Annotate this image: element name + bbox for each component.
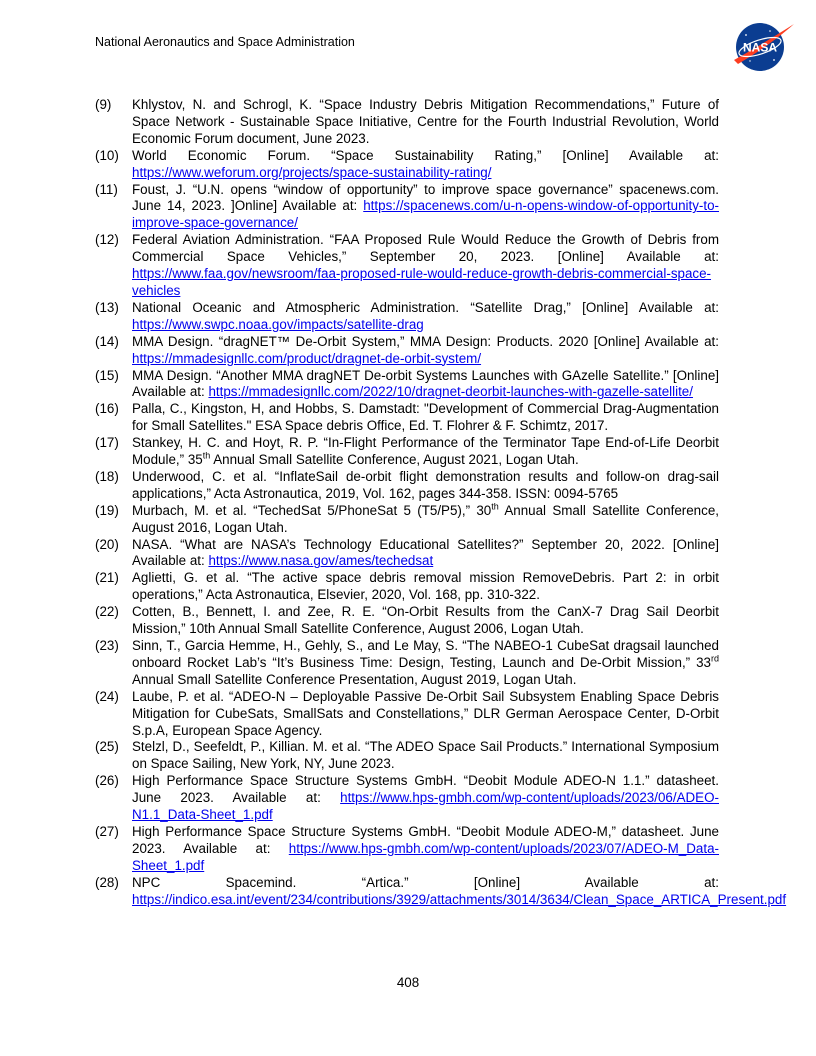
reference-item [95,368,719,402]
reference-text [132,368,719,402]
reference-text-segment: Sinn, T., Garcia Hemme, H., Gehly, S., and Le May, S. “The NABEO-1 CubeSat dragsail launched onboard Rocket Lab’s “It’s Business Time: Design, Testing, Launch and De-Orbit Mission,” 33 [132,638,719,670]
reference-text-segment: Stelzl, D., Seefeldt, P., Killian. M. et al. “The ADEO Space Sail Products.” International Symposium on Space Sailing, New York, NY, June 2023. [132,739,719,772]
reference-list [95,97,787,909]
reference-text-segment: Aglietti, G. et al. “The active space debris removal mission RemoveDebris. Part 2: in orbit operations,” Acta Astronautica, Elsevier, 2020, Vol. 168, pp. 310-322. [132,570,719,603]
reference-text [132,334,719,368]
ordinal-superscript: rd [710,653,719,664]
reference-item [95,773,719,824]
reference-item [95,232,719,300]
reference-item [95,334,719,368]
reference-text [132,148,719,182]
reference-text-segment: Cotten, B., Bennett, I. and Zee, R. E. “On-Orbit Results from the CanX-7 Drag Sail Deorbit Mission,” 10th Annual Small Satellite Conference, August 2006, Logan Utah. [132,604,719,637]
reference-text [132,97,719,148]
reference-number: (24) [95,688,119,704]
reference-text-segment: High Performance Space Structure Systems GmbH. “Deobit Module ADEO-M,” datasheet. June 2023. Available at: [132,823,719,856]
reference-text-segment: Annual Small Satellite Conference, August 2021, Logan Utah. [210,452,579,468]
org-name: National Aeronautics and Space Administration [95,35,355,49]
reference-link[interactable]: https://mmadesignllc.com/product/dragnet-de-orbit-system/ [132,350,482,366]
reference-number: (9) [95,97,112,112]
reference-item [95,97,719,148]
reference-text [132,232,719,300]
reference-item [95,638,719,689]
reference-number: (12) [95,232,119,248]
page-number: 408 [396,975,420,990]
reference-text [132,537,719,571]
reference-text-segment: Palla, C., Kingston, H, and Hobbs, S. Damstadt: "Development of Commercial Drag-Augmentation for Small Satellites." ESA Space debris Office, Ed. T. Flohrer & F. Schimtz, 2017. [132,401,719,434]
reference-text-segment: Laube, P. et al. “ADEO-N – Deployable Passive De-Orbit Sail Subsystem Enabling Space Debris Mitigation for CubeSats, SmallSats and Constellations,” DLR German Aerospace Center, D-Orbit S.p.A, European Space Agency. [132,688,719,738]
reference-number: (23) [95,638,119,653]
reference-number: (15) [95,367,119,383]
reference-link[interactable]: https://www.weforum.org/projects/space-sustainability-rating/ [132,164,492,180]
reference-text [132,469,719,503]
reference-item [95,182,719,233]
nasa-logo [730,20,796,74]
reference-item [95,148,719,182]
reference-item [95,824,719,875]
reference-number: (21) [95,570,119,586]
reference-text-segment: MMA Design. “dragNET™ De-Orbit System,” MMA Design: Products. 2020 [Online] Available at: [132,333,719,349]
reference-number: (19) [95,502,119,518]
reference-text-segment: National Oceanic and Atmospheric Administration. “Satellite Drag,” [Online] Available at: [132,299,719,315]
reference-item [95,435,719,469]
reference-number: (27) [95,823,119,839]
reference-link[interactable]: https://mmadesignllc.com/2022/10/dragnet-deorbit-launches-with-gazelle-satellite/ [208,384,693,400]
reference-number: (25) [95,739,119,755]
ordinal-superscript: th [202,450,211,461]
reference-text [132,689,719,740]
reference-text [132,182,719,233]
reference-link[interactable]: https://www.faa.gov/newsroom/faa-proposed-rule-would-reduce-growth-debris-commercial-space-vehicles [132,266,712,298]
reference-item [95,739,719,773]
reference-link[interactable]: https://www.hps-gmbh.com/wp-content/uploads/2023/06/ADEO-N1.1_Data-Sheet_1.pdf [132,790,719,823]
reference-item [95,300,719,334]
reference-text [132,503,719,537]
reference-link[interactable]: https://www.hps-gmbh.com/wp-content/uploads/2023/07/ADEO-M_Data-Sheet_1.pdf [132,840,719,873]
reference-item [95,503,719,537]
reference-number: (11) [95,181,118,197]
reference-text-segment: Federal Aviation Administration. “FAA Proposed Rule Would Reduce the Growth of Debris from Commercial Space Vehicles,” September 20, 2023. [Online] Available at: [132,232,719,265]
reference-text [132,570,719,604]
reference-text-segment: NPC Spacemind. “Artica.” [Online] Available at: [132,874,719,890]
reference-text [132,638,719,689]
reference-number: (20) [95,536,119,552]
reference-item [95,604,719,638]
reference-link[interactable]: https://www.swpc.noaa.gov/impacts/satellite-drag [132,316,424,332]
reference-link[interactable]: https://www.nasa.gov/ames/techedsat [208,553,434,569]
reference-number: (28) [95,874,119,890]
reference-text-segment: Stankey, H. C. and Hoyt, R. P. “In-Flight Performance of the Terminator Tape End-of-Life Deorbit Module,” 35 [132,435,719,468]
reference-number: (18) [95,468,119,484]
reference-text-segment: MMA Design. “Another MMA dragNET De-orbit Systems Launches with GAzelle Satellite.” [Online] Available at: [132,367,719,400]
logo-text: NASA [742,40,778,55]
reference-text-segment: NASA. “What are NASA’s Technology Educational Satellites?” September 20, 2022. [Online] Available at: [132,536,719,569]
reference-number: (17) [95,435,119,451]
reference-number: (10) [95,147,119,163]
ordinal-superscript: th [491,501,499,512]
reference-text [132,773,719,824]
reference-text-segment: Khlystov, N. and Schrogl, K. “Space Industry Debris Mitigation Recommendations,” Future of Space Network - Sustainable Space Initiative, Centre for the Fourth Industrial Revolution, World Economic Forum document, June 2023. [132,97,719,146]
reference-item [95,570,719,604]
reference-link[interactable]: https://spacenews.com/u-n-opens-window-of-opportunity-to-improve-space-governance/ [132,198,719,231]
reference-number: (14) [95,333,119,349]
reference-text [132,435,719,469]
reference-text [132,604,719,638]
reference-item [95,469,719,503]
reference-item [95,537,719,571]
reference-text [132,874,787,909]
reference-text-segment: Foust, J. “U.N. opens “window of opportunity” to improve space governance” spacenews.com. June 14, 2023. ]Online] Available at: [132,181,719,214]
reference-text [132,300,719,334]
reference-text [132,739,719,773]
reference-text [132,824,719,875]
reference-text-segment: Underwood, C. et al. “InflateSail de-orbit flight demonstration results and follow-on drag-sail applications,” Acta Astronautica, 2019, Vol. 162, pages 344-358. ISSN: 0094-5765 [132,468,719,501]
reference-link[interactable]: https://indico.esa.int/event/234/contributions/3929/attachments/3014/3634/Clean_Space_ARTICA_Present.pdf [132,891,787,907]
reference-item [95,689,719,740]
reference-item [95,874,787,909]
reference-text-segment: High Performance Space Structure Systems GmbH. “Deobit Module ADEO-N 1.1.” datasheet. June 2023. Available at: [132,773,719,806]
reference-number: (26) [95,773,119,789]
reference-text-segment: Murbach, M. et al. “TechedSat 5/PhoneSat 5 (T5/P5),” 30 [132,502,492,518]
reference-item [95,401,719,435]
reference-text-segment: Annual Small Satellite Conference Presentation, August 2019, Logan Utah. [132,671,577,687]
reference-text-segment: Annual Small Satellite Conference, August 2016, Logan Utah. [132,502,719,535]
reference-text-segment: World Economic Forum. “Space Sustainability Rating,” [Online] Available at: [132,147,719,163]
reference-text [132,401,719,435]
reference-number: (16) [95,401,119,417]
reference-number: (13) [95,299,119,315]
reference-number: (22) [95,604,119,620]
